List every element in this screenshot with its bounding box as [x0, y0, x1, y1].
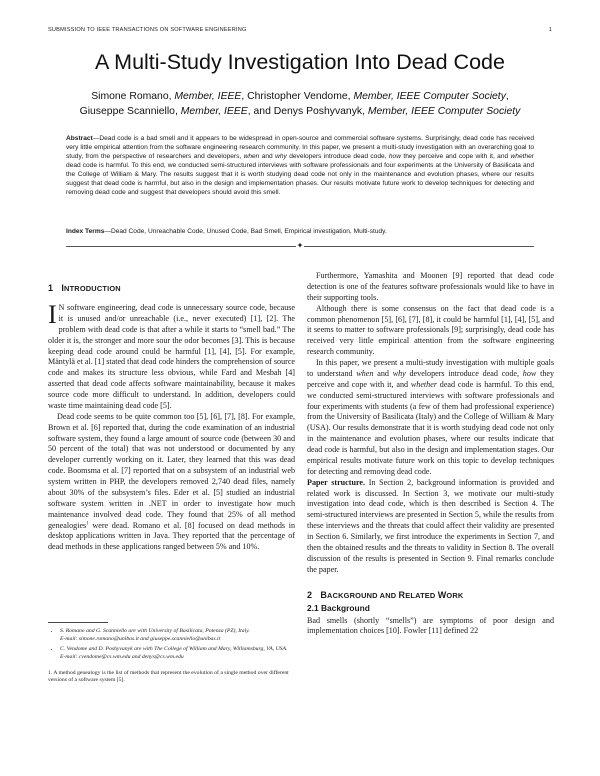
paper-title: A Multi-Study Investigation Into Dead Code	[95, 50, 505, 74]
abstract-label: Abstract	[66, 135, 93, 142]
right-column	[307, 271, 554, 637]
authors-line-1: Simone Romano, Member, IEEE, Christopher Vendome, Member, IEEE Computer Society,	[91, 91, 509, 102]
footnote-rule	[48, 622, 108, 623]
background-paragraph-1: Bad smells (shortly “smells”) are symptoms of poor design and implementation choices [10]. Fowler [11] defined 22	[307, 615, 554, 636]
index-terms-label: Index Terms	[66, 228, 105, 235]
page-number: 1	[548, 27, 552, 33]
author-list	[40, 90, 560, 119]
authors-line-2: Giuseppe Scanniello, Member, IEEE, and Denys Poshyvanyk, Member, IEEE Computer Society	[79, 105, 521, 117]
paper-structure-paragraph: Paper structure. In Section 2, background information is provided and related work is discussed. In Section 3, we motivate our multi-study investigation into dead code, which is then described is Section 4. The semi-structured interviews are presented in Section 5, while the results from these interviews and the threats that could affect their validity are presented in Section 6. Similarly, we first introduce the experiments in Section 7, and then the obtained results and the threats to validity in Section 8. The overall discussion of the results is presented in Section 9. Final remarks conclude the paper.	[307, 477, 554, 574]
running-head	[48, 27, 552, 33]
affiliation-note-1: • S. Romano and G. Scanniello are with University of Basilicata, Potenza (PZ), Italy. E-mail: simone.romano@unibas.it and giuseppe.scanniello@unibas.it	[60, 628, 295, 643]
section-heading-background: 2 BACKGROUND AND RELATED WORK	[307, 589, 464, 600]
section-heading-introduction: 1 INTRODUCTION	[48, 283, 121, 293]
affiliation-note-2: • C. Vendome and D. Poshyvanyk are with The College of William and Mary, Williamsburg, VA, USA. E-mail: cvendome@cs.wm.edu and denys@cs.wm.edu	[60, 646, 295, 661]
intro-paragraph-2: Dead code seems to be quite common too [5], [6], [7], [8]. For example, Brown et al. [6] reported that, during the code examination of an industrial software system, they found a large amount of source code (between 30 and 50 percent of the total) that was not understood or documented by any developer currently working on it. Later, they learned that this was dead code. Boomsma et al. [7] reported that on a subsystem of an industrial web system written in PHP, the developers removed 2,740 dead files, namely about 30% of the subsystem’s files. Eder et al. [5] studied an industrial software system written in .NET in order to investigate how much maintenance involved dead code. They found that 25% of all method genealogies$^1$ were dead. Romano et al. [8] focused on dead methods in desktop applications written in Java. They reported that the percentage of dead methods in these applications ranged between 5% and 10%.	[48, 411, 295, 552]
right-paragraph-1: Furthermore, Yamashita and Moonen [9] reported that dead code detection is one of the features software professionals would like to have in their supporting tools.	[307, 271, 554, 302]
running-title: SUBMISSION TO IEEE TRANSACTIONS ON SOFTWARE ENGINEERING	[48, 27, 247, 33]
footnotes	[48, 628, 295, 685]
left-column	[48, 283, 295, 553]
intro-paragraph-1: I N software engineering, dead code is unnecessary source code, because it is unused and/or unreachable (i.e., never executed) [1], [2]. The problem with dead code is that after a while it starts to “smell bad.” The older it is, the stronger and more sour the odor becomes [3]. This is because keeping dead code around could be harmful [1], [4], [5]. For example, Mäntylä et al. [1] stated that dead code hinders the comprehension of source code and makes its structure less obvious, while Fard and Mesbah [4] asserted that dead code affects software maintainability, because it makes source code more difficult to understand. In addition, developers could waste time maintaining dead code [5].	[48, 300, 295, 410]
right-paragraph-3: In this paper, we present a multi-study investigation with multiple goals to understand when and why developers introduce dead code, how they perceive and cope with it, and whether dead code is harmful. To this end, we conducted semi-structured interviews with software professionals and four experiments with students (a few of them had professional experience) from the University of Basilicata (Italy) and the College of William & Mary (USA). Our results demonstrate that it is worth studying dead code not only in the maintenance and evolution phases, where our results indicate that dead code is harmful, but also in the design and implementation stages. Our empirical results motivate future work on this topic to develop techniques for detecting and removing dead code.	[307, 358, 555, 476]
drop-cap: I	[48, 300, 57, 329]
footnote-1: 1. A method genealogy is the list of methods that represent the evolution of a single method over different versions of a software system [5].	[48, 669, 289, 684]
separator-diamond-icon: ✦	[296, 241, 304, 250]
subsection-heading-background: 2.1 Background	[307, 602, 370, 613]
index-terms: Index Terms—Dead Code, Unreachable Code, Unused Code, Bad Smell, Empirical investigation, Multi-study.	[66, 228, 387, 235]
abstract: Abstract—Dead code is a bad smell and it appears to be widespread in open-source and commercial software systems. Surprisingly, dead code has received very little empirical attention from the software engineering research community. In this paper, we present a multi-study investigation with an overarching goal to study, from the perspective of researchers and developers, when and why developers introduce dead code, how they perceive and cope with it, and whether dead code is harmful. To this end, we conducted semi-structured interviews with software professionals and four experiments at the University of Basilicata and the College of William & Mary. The results suggest that it is worth studying dead code not only in the maintenance and evolution phases, where our results suggest that dead code is harmful, but also in the design and implementation phases. Our results motivate future work to develop techniques for detecting and removing dead code and suggest that developers should avoid this smell.	[66, 135, 535, 197]
right-paragraph-2: Although there is some consensus on the fact that dead code is a common phenomenon [5], [6], [7], [8], it could be harmful [1], [4], [5], and it seems to matter to software professionals [9]; surprisingly, dead code has received very little empirical attention from the software engineering research community.	[307, 303, 554, 357]
